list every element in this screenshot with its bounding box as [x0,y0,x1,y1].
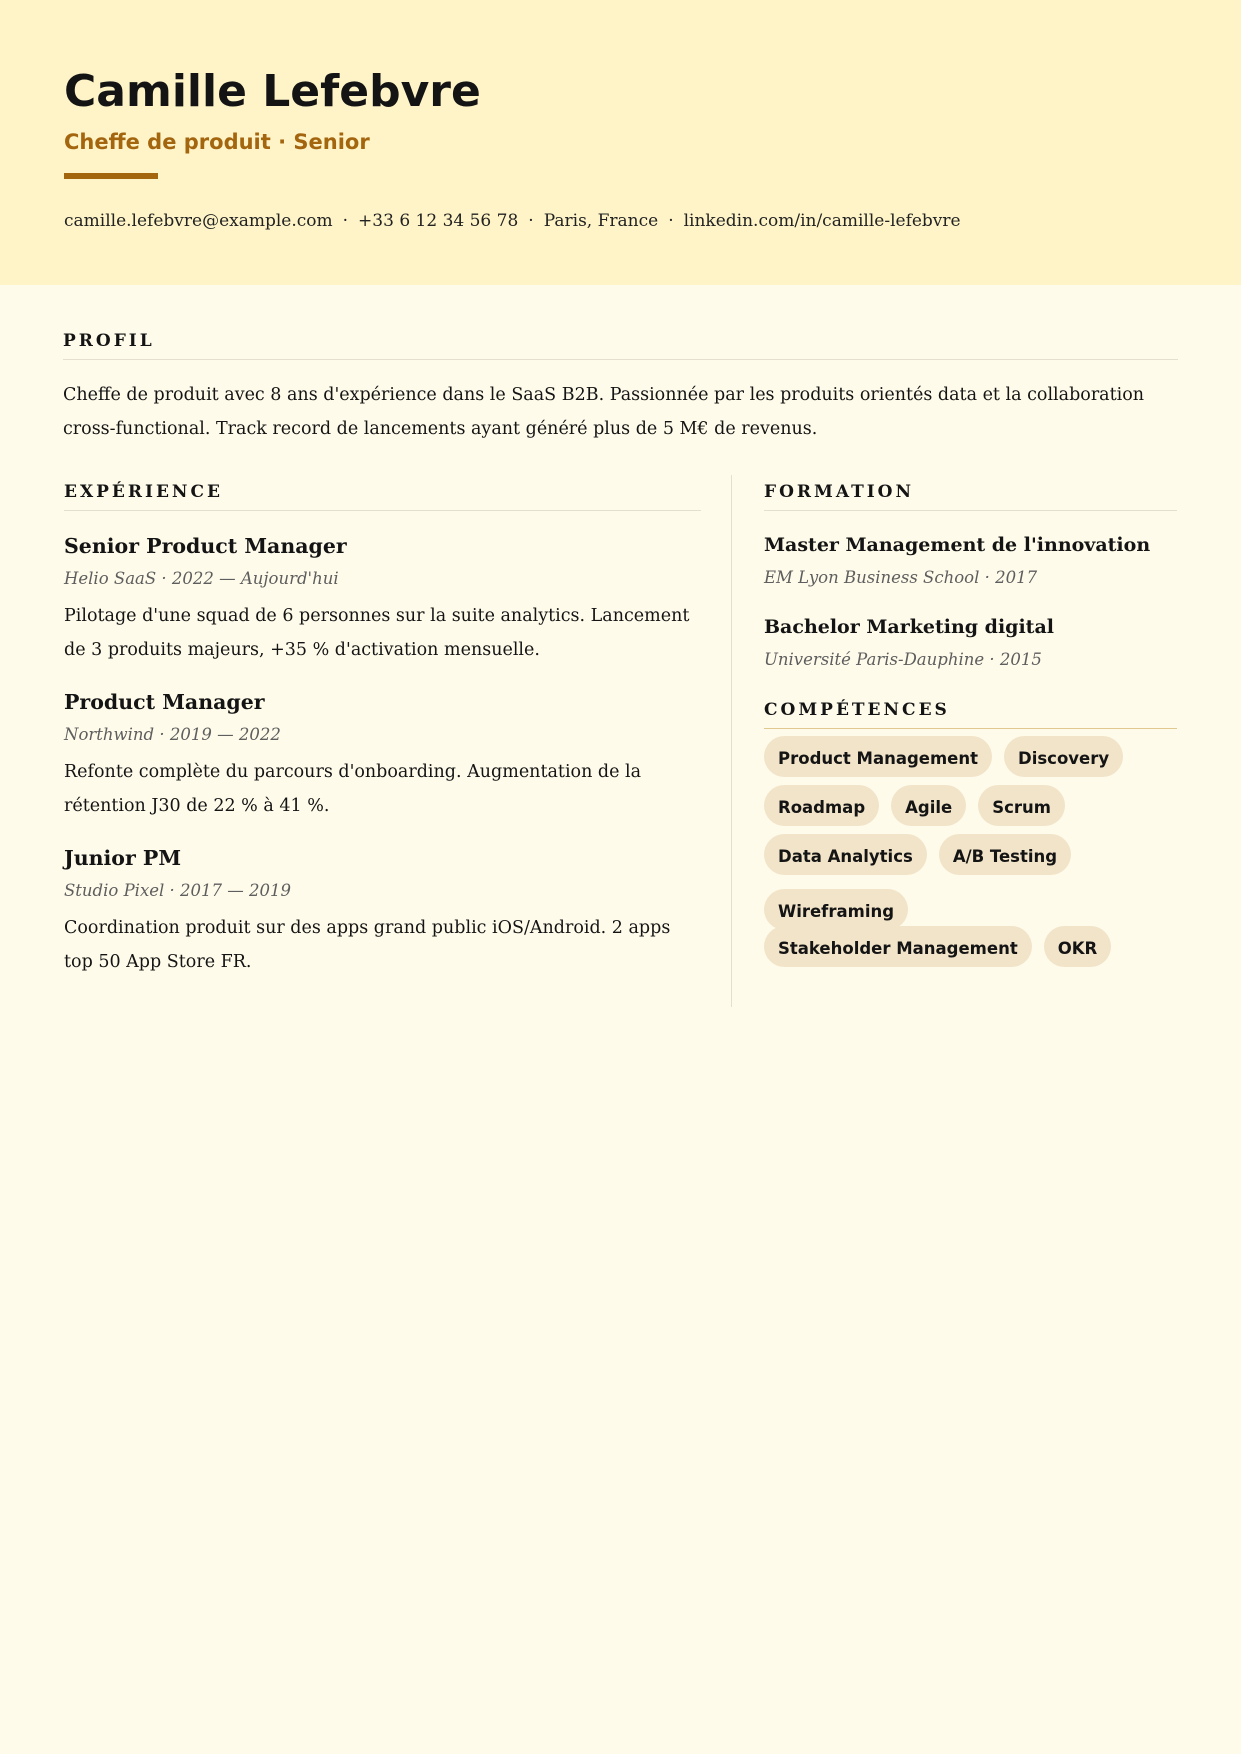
experience-item [64,531,701,667]
education-item [764,613,1177,673]
education-section-title: FORMATION [764,481,1177,511]
skill-chip: Data Analytics [764,834,927,875]
skill-chip: OKR [1044,926,1112,967]
skills-row [764,736,1177,777]
sidebar-column [764,481,1177,975]
experience-item [64,843,701,979]
skill-chip: A/B Testing [939,834,1071,875]
profile-section-title: PROFIL [63,330,1178,360]
job-title: Junior PM [64,846,182,870]
skills-row [764,785,1177,826]
skills-list [764,736,1177,967]
skills-row [764,926,1177,967]
degree-meta: EM Lyon Business School · 2017 [764,568,1038,587]
skill-chip: Stakeholder Management [764,926,1032,967]
contact-line [64,207,961,235]
candidate-role: Cheffe de produit · Senior [64,130,370,154]
contact-separator: · [528,211,534,231]
degree-meta: Université Paris-Dauphine · 2015 [764,650,1042,669]
contact-separator: · [668,211,674,231]
job-description: Coordination produit sur des apps grand public iOS/Android. 2 apps top 50 App Store FR. [64,918,671,972]
education-item [764,531,1177,591]
contact-linkedin[interactable]: linkedin.com/in/camille-lefebvre [683,211,961,231]
degree-title: Master Management de l'innovation [764,534,1151,556]
experience-section [64,481,701,979]
job-title: Product Manager [64,690,265,714]
skill-chip: Agile [891,785,966,826]
experience-item [64,687,701,823]
job-description: Refonte complète du parcours d'onboarding. Augmentation de la rétention J30 de 22 % à 41 %. [64,762,642,816]
contact-separator: · [342,211,349,231]
skills-row [764,889,1177,930]
skill-chip: Wireframing [764,889,908,930]
candidate-name: Camille Lefebvre [64,66,481,117]
job-meta: Helio SaaS · 2022 — Aujourd'hui [64,569,339,588]
job-meta: Studio Pixel · 2017 — 2019 [64,881,292,900]
job-description: Pilotage d'une squad de 6 personnes sur la suite analytics. Lancement de 3 produits majeurs, +35 % d'activation mensuelle. [64,606,690,660]
experience-section-title: EXPÉRIENCE [64,481,701,511]
skill-chip: Product Management [764,736,992,777]
profile-summary: Cheffe de produit avec 8 ans d'expérience dans le SaaS B2B. Passionnée par les produits orientés data et la collaboration cross-functional. Track record de lancements ayant généré plus de 5 M€ de revenus. [63,385,1145,439]
profile-section [63,330,1178,446]
contact-email[interactable]: camille.lefebvre@example.com [64,211,333,231]
skill-chip: Roadmap [764,785,879,826]
skill-chip: Scrum [978,785,1065,826]
resume-header [0,0,1241,285]
job-title: Senior Product Manager [64,534,347,558]
column-divider [731,475,732,1007]
job-meta: Northwind · 2019 — 2022 [64,725,281,744]
skill-chip: Discovery [1004,736,1123,777]
degree-title: Bachelor Marketing digital [764,616,1054,638]
contact-phone[interactable]: +33 6 12 34 56 78 [358,211,519,231]
skills-row [764,834,1177,875]
accent-bar [64,173,158,179]
skills-section-title: COMPÉTENCES [764,699,1177,729]
contact-location: Paris, France [543,211,659,231]
